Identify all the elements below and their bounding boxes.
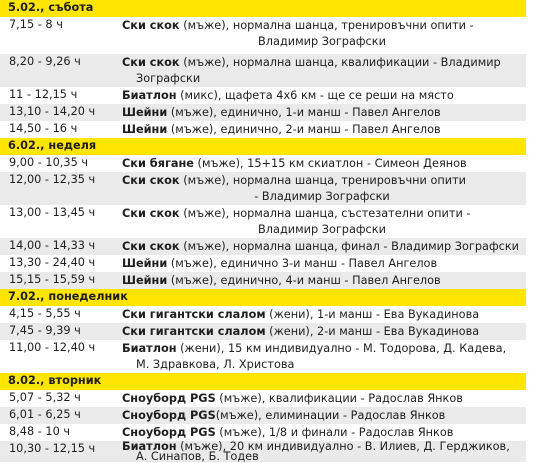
event-details: (мъже), единично, 4-и манш - Павел Ангелов [167,274,441,287]
day-header [0,0,526,17]
event-row [0,205,526,238]
event-sport: Биатлон [122,342,177,355]
event-athlete: М. Здравкова, Л. Христова [136,358,295,371]
event-time: 13,30 - 24,40 ч [9,256,96,269]
event-details: (жени), 2-и манш - Ева Вукадинова [265,325,480,338]
event-row [0,238,526,255]
event-time: 7,45 - 9,39 ч [9,324,81,337]
event-details: (мъже), елиминации - Радослав Янков [215,409,446,422]
event-time: 13,00 - 13,45 ч [9,206,96,219]
event-sport: Ски гигантски слалом [122,325,266,338]
event-row [0,424,526,441]
event-details: (мъже), нормална шанца, квалификации - Владимир [179,56,501,69]
event-details: (мъже), квалификации - Радослав Янков [215,392,463,405]
event-time: 14,00 - 14,33 ч [9,239,96,252]
event-row [0,441,526,462]
event-time: 8,20 - 9,26 ч [9,55,81,68]
day-header-label: 7.02., понеделник [8,290,128,303]
event-row [0,121,526,138]
event-row [0,407,526,424]
event-sport: Биатлон [122,89,177,102]
event-details: (мъже), единично, 1-и манш - Павел Ангелов [167,106,441,119]
event-sport: Сноуборд PGS [122,409,216,422]
day-header-label: 8.02., вторник [8,374,102,387]
event-time: 13,10 - 14,20 ч [9,105,96,118]
event-athlete: Зографски [136,72,201,85]
day-header [0,289,526,306]
event-time: 14,50 - 16 ч [9,122,78,135]
event-row [0,390,526,407]
event-time: 12,00 - 12,35 ч [9,173,96,186]
event-athlete: А. Синапов, Б. Тодев [136,450,259,463]
event-time: 7,15 - 8 ч [9,18,63,31]
event-time: 15,15 - 15,59 ч [9,273,96,286]
event-details: (жени), 15 км индивидуално - М. Тодорова, Д. Кадева, [176,342,507,355]
event-sport: Ски бягане [122,157,194,170]
event-sport: Ски скок [122,207,180,220]
event-sport: Шейни [122,123,168,136]
event-row [0,17,526,54]
event-sport: Шейни [122,106,168,119]
event-sport: Ски скок [122,240,180,253]
event-sport: Ски гигантски слалом [122,308,266,321]
event-time: 10,30 - 12,15 ч [9,442,96,455]
event-athlete: Владимир Зографски [258,35,386,48]
event-row [0,155,526,172]
event-details: (мъже), нормална шанца, финал - Владимир Зографски [179,240,519,253]
event-sport: Ски скок [122,174,180,187]
event-sport: Биатлон [122,440,177,453]
event-time: 11 - 12,15 ч [9,88,78,101]
event-sport: Ски скок [122,56,180,69]
event-row [0,255,526,272]
event-row [0,340,526,373]
event-row [0,54,526,87]
event-sport: Шейни [122,257,168,270]
event-details: (мъже), 20 км индивидуално - В. Илиев, Д. Герджиков, [176,440,510,453]
event-time: 11,00 - 12,40 ч [9,341,96,354]
event-details: (мъже), нормална шанца, тренировъчни опити [179,174,467,187]
day-header [0,138,526,155]
event-row [0,323,526,340]
event-details: (жени), 1-и манш - Ева Вукадинова [265,308,480,321]
event-sport: Сноуборд PGS [122,392,216,405]
event-details: (микс), щафета 4х6 км - ще се реши на място [176,89,454,102]
event-sport: Сноуборд PGS [122,426,216,439]
day-header-label: 5.02., събота [8,1,94,14]
event-details: (мъже), единично, 2-и манш - Павел Ангелов [167,123,441,136]
event-time: 5,07 - 5,32 ч [9,391,81,404]
event-sport: Ски скок [122,19,180,32]
day-header [0,373,526,390]
event-details: (мъже), нормална шанца, тренировъчни опити - [179,19,474,32]
event-details: (мъже), 15+15 км скиатлон - Симеон Деянов [193,157,467,170]
event-time: 8,48 - 10 ч [9,425,71,438]
event-row [0,104,526,121]
event-time: 4,15 - 5,55 ч [9,307,81,320]
event-athlete: Владимир Зографски [258,223,386,236]
event-row [0,87,526,104]
event-athlete: - Владимир Зографски [254,190,390,203]
event-time: 6,01 - 6,25 ч [9,408,81,421]
event-details: (мъже), 1/8 и финали - Радослав Янков [215,426,454,439]
event-row [0,306,526,323]
event-row [0,172,526,205]
event-time: 9,00 - 10,35 ч [9,156,89,169]
event-details: (мъже), нормална шанца, състезателни опити - [179,207,471,220]
day-header-label: 6.02., неделя [8,139,97,152]
event-row [0,272,526,289]
event-details: (мъже), единично 3-и манш - Павел Ангелов [167,257,438,270]
event-sport: Шейни [122,274,168,287]
